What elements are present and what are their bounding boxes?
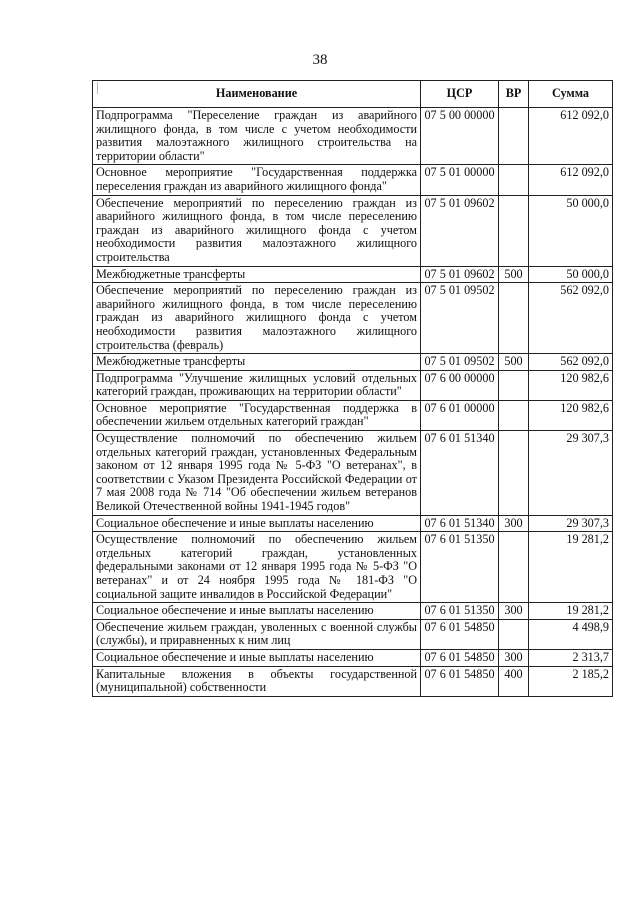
table-row [93, 431, 613, 516]
row-csr-cell: 07 6 00 00000 [421, 370, 499, 400]
row-sum-cell: 612 092,0 [529, 108, 613, 165]
row-vr-cell [499, 283, 529, 354]
table-row [93, 354, 613, 371]
row-name-cell: Межбюджетные трансферты [93, 354, 421, 371]
row-sum-cell: 19 281,2 [529, 532, 613, 603]
row-vr-cell [499, 108, 529, 165]
table-row [93, 666, 613, 696]
row-name-cell: Обеспечение мероприятий по переселению граждан из аварийного жилищного фонда, в том числе переселению граждан из аварийного жилищного фонда с учетом необходимости развития малоэтажного жилищного строительства (февраль) [93, 283, 421, 354]
row-csr-cell: 07 5 01 00000 [421, 165, 499, 195]
page-number: 38 [312, 52, 328, 68]
row-vr-cell [499, 370, 529, 400]
table-row [93, 603, 613, 620]
table-row [93, 532, 613, 603]
row-csr-cell: 07 6 01 00000 [421, 400, 499, 430]
row-vr-cell [499, 532, 529, 603]
row-csr-cell: 07 6 01 51350 [421, 532, 499, 603]
row-csr-cell: 07 6 01 51350 [421, 603, 499, 620]
row-vr-cell: 400 [499, 666, 529, 696]
table-row [93, 283, 613, 354]
table-row [93, 165, 613, 195]
row-sum-cell: 120 982,6 [529, 370, 613, 400]
row-vr-cell [499, 195, 529, 266]
table-row [93, 108, 613, 165]
row-csr-cell: 07 6 01 51340 [421, 431, 499, 516]
table-row [93, 370, 613, 400]
table-row [93, 619, 613, 649]
column-header-sum: Сумма [529, 81, 613, 108]
row-vr-cell [499, 165, 529, 195]
row-name-cell: Подпрограмма "Переселение граждан из аварийного жилищного фонда, в том числе с учетом необходимости развития малоэтажного жилищного строительства на территории области" [93, 108, 421, 165]
row-sum-cell: 50 000,0 [529, 266, 613, 283]
table-row [93, 400, 613, 430]
row-name-cell: Основное мероприятие "Государственная поддержка переселения граждан из аварийного жилищного фонда" [93, 165, 421, 195]
row-vr-cell: 500 [499, 266, 529, 283]
row-csr-cell: 07 5 01 09502 [421, 283, 499, 354]
row-sum-cell: 4 498,9 [529, 619, 613, 649]
row-csr-cell: 07 5 01 09602 [421, 266, 499, 283]
table-row [93, 195, 613, 266]
row-vr-cell: 500 [499, 354, 529, 371]
row-csr-cell: 07 5 01 09602 [421, 195, 499, 266]
table-header-row [93, 81, 613, 108]
row-sum-cell: 29 307,3 [529, 431, 613, 516]
column-header-vr: ВР [499, 81, 529, 108]
column-header-csr: ЦСР [421, 81, 499, 108]
row-name-cell: Социальное обеспечение и иные выплаты населению [93, 649, 421, 666]
row-sum-cell: 2 185,2 [529, 666, 613, 696]
row-vr-cell: 300 [499, 649, 529, 666]
row-vr-cell [499, 431, 529, 516]
row-vr-cell [499, 619, 529, 649]
row-csr-cell: 07 6 01 51340 [421, 515, 499, 532]
row-sum-cell: 19 281,2 [529, 603, 613, 620]
row-name-cell: Основное мероприятие "Государственная поддержка в обеспечении жильем отдельных категорий граждан" [93, 400, 421, 430]
row-sum-cell: 50 000,0 [529, 195, 613, 266]
row-name-cell: Социальное обеспечение и иные выплаты населению [93, 515, 421, 532]
row-name-cell: Межбюджетные трансферты [93, 266, 421, 283]
row-sum-cell: 562 092,0 [529, 354, 613, 371]
row-csr-cell: 07 6 01 54850 [421, 619, 499, 649]
row-name-cell: Подпрограмма "Улучшение жилищных условий отдельных категорий граждан, проживающих на территории области" [93, 370, 421, 400]
table-row [93, 649, 613, 666]
row-sum-cell: 562 092,0 [529, 283, 613, 354]
row-csr-cell: 07 5 00 00000 [421, 108, 499, 165]
row-name-cell: Обеспечение мероприятий по переселению граждан из аварийного жилищного фонда, в том числе переселению граждан из аварийного жилищного фонда с учетом необходимости развития малоэтажного жилищного строительства [93, 195, 421, 266]
row-name-cell: Осуществление полномочий по обеспечению жильем отдельных категорий граждан, установленных Федеральным законом от 12 января 1995 года № 5-ФЗ "О ветеранах", в соответствии с Указом Президента Российской Федерации от 7 мая 2008 года № 714 "Об обеспечении жильем ветеранов Великой Отечественной войны 1941-1945 годов" [93, 431, 421, 516]
row-vr-cell [499, 400, 529, 430]
table-row [93, 266, 613, 283]
row-sum-cell: 29 307,3 [529, 515, 613, 532]
row-sum-cell: 2 313,7 [529, 649, 613, 666]
row-csr-cell: 07 6 01 54850 [421, 649, 499, 666]
table-body [93, 108, 613, 697]
row-name-cell: Осуществление полномочий по обеспечению жильем отдельных категорий граждан, установленных федеральными законами от 12 января 1995 года № 5-ФЗ "О ветеранах" и от 24 ноября 1995 года № 181-ФЗ "О социальной защите инвалидов в Российской Федерации" [93, 532, 421, 603]
row-csr-cell: 07 5 01 09502 [421, 354, 499, 371]
row-sum-cell: 120 982,6 [529, 400, 613, 430]
column-header-name: Наименование [93, 81, 421, 108]
row-name-cell: Капитальные вложения в объекты государственной (муниципальной) собственности [93, 666, 421, 696]
budget-table [92, 80, 613, 697]
row-name-cell: Обеспечение жильем граждан, уволенных с военной службы (службы), и приравненных к ним лиц [93, 619, 421, 649]
row-sum-cell: 612 092,0 [529, 165, 613, 195]
row-vr-cell: 300 [499, 603, 529, 620]
row-vr-cell: 300 [499, 515, 529, 532]
table-row [93, 515, 613, 532]
row-name-cell: Социальное обеспечение и иные выплаты населению [93, 603, 421, 620]
row-csr-cell: 07 6 01 54850 [421, 666, 499, 696]
